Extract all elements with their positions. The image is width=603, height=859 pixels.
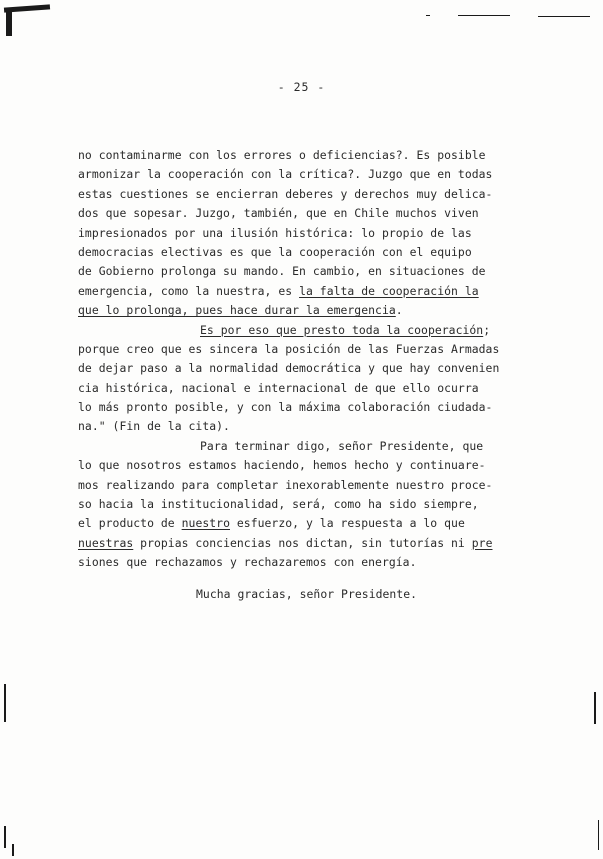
closing-line: Mucha gracias, señor Presidente.	[196, 586, 418, 601]
text-line: porque creo que es sincera la posición de las Fuerzas Armadas	[78, 341, 500, 356]
scan-edge-line	[4, 826, 6, 848]
text-line-underlined: que lo prolonga, pues hace durar la emergencia.	[78, 303, 403, 318]
scan-top-line	[426, 15, 430, 16]
text-line: na." (Fin de la cita).	[78, 419, 230, 434]
page-number: - 25 -	[277, 80, 326, 94]
text-line-underlined: emergencia, como la nuestra, es la falta de cooperación la	[78, 283, 479, 298]
text-line-underlined: Es por eso que presto toda la cooperación;	[200, 322, 491, 337]
text-line-underlined: el producto de nuestro esfuerzo, y la respuesta a lo que	[78, 516, 465, 531]
text-line: cia histórica, nacional e internacional de que ello ocurra	[78, 380, 479, 395]
scan-edge-line	[594, 692, 596, 724]
text-line: mos realizando para completar inexorablemente nuestro proce-	[78, 477, 493, 492]
scan-corner-mark	[6, 8, 12, 36]
text-line: de dejar paso a la normalidad democrática y que hay convenien	[78, 361, 500, 376]
text-line: de Gobierno prolonga su mando. En cambio, en situaciones de	[78, 264, 486, 279]
text-line: Para terminar digo, señor Presidente, que	[200, 438, 484, 453]
paragraph-gap	[78, 573, 518, 585]
text-line: democracias electivas es que la cooperación con el equipo	[78, 244, 472, 259]
scan-edge-line	[4, 684, 6, 722]
text-line: lo más pronto posible, y con la máxima colaboración ciudada-	[78, 400, 493, 415]
text-line-underlined: nuestras propias conciencias nos dictan, sin tutorías ni pre	[78, 535, 493, 550]
text-line: dos que sopesar. Juzgo, también, que en Chile muchos viven	[78, 206, 479, 221]
document-body	[78, 146, 518, 604]
text-line: siones que rechazamos y rechazaremos con energía.	[78, 555, 417, 570]
text-line: so hacia la institucionalidad, será, como ha sido siempre,	[78, 497, 479, 512]
scan-top-line	[458, 15, 510, 16]
text-line: impresionados por una ilusión histórica: lo propio de las	[78, 225, 472, 240]
text-line: lo que nosotros estamos haciendo, hemos hecho y continuare-	[78, 458, 486, 473]
scan-top-line	[538, 16, 590, 17]
text-line: estas cuestiones se encierran deberes y derechos muy delica-	[78, 186, 493, 201]
text-line: armonizar la cooperación con la crítica?. Juzgo que en todas	[78, 167, 493, 182]
scan-edge-line	[12, 844, 14, 856]
scan-edge-line	[598, 820, 599, 850]
text-line: no contaminarme con los errores o deficiencias?. Es posible	[78, 148, 486, 162]
